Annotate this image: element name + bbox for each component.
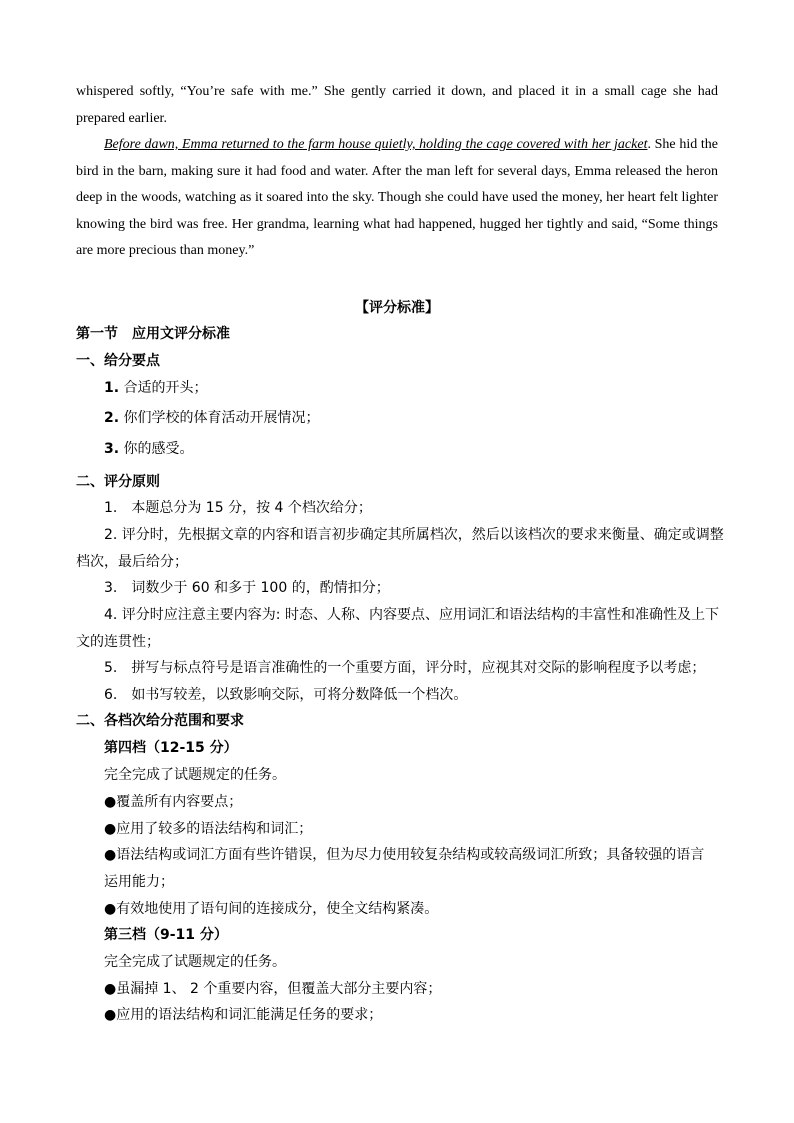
band3-line: 完全完成了试题规定的任务。 bbox=[104, 954, 286, 970]
principle-line: 档次，最后给分； bbox=[76, 554, 188, 570]
story-p2-rest: . She hid the bird in the barn, making sure it had food and water. After the man left for several days, Emma released the heron deep in the woods, watching as it soared into the sky. Though she could have used the money, her heart felt lighter knowing the bird was free. Her grandma, learning what had happened, hugged her tightly and said, “Some things are more precious than money.” bbox=[76, 137, 718, 259]
part1-heading: 一、给分要点 bbox=[76, 353, 160, 369]
point-3-text: 你的感受。 bbox=[123, 441, 194, 457]
band4-line: ●有效地使用了语句间的连接成分，使全文结构紧凑。 bbox=[104, 901, 439, 917]
point-3-num: 3. bbox=[104, 441, 120, 457]
principle-line: 2. 评分时，先根据文章的内容和语言初步确定其所属档次，然后以该档次的要求来衡量、确定或调整 bbox=[104, 527, 724, 543]
band3-heading: 第三档（9-11 分） bbox=[104, 927, 228, 943]
principle-line: 4. 评分时应注意主要内容为: 时态、人称、内容要点、应用词汇和语法结构的丰富性和准确性及上下 bbox=[104, 607, 719, 623]
principle-line: 5. 拼写与标点符号是语言准确性的一个重要方面，评分时，应视其对交际的影响程度予以考虑； bbox=[104, 660, 706, 676]
band4-line: 运用能力； bbox=[104, 874, 174, 890]
part2-heading: 二、评分原则 bbox=[76, 474, 160, 490]
story-p1-text: whispered softly, “You’re safe with me.” She gently carried it down, and placed it in a small cage she had prepared earlier. bbox=[76, 84, 718, 126]
point-1 bbox=[104, 377, 208, 397]
principle-line: 1. 本题总分为 15 分，按 4 个档次给分； bbox=[104, 500, 372, 516]
principle-line: 6. 如书写较差，以致影响交际，可将分数降低一个档次。 bbox=[104, 687, 468, 703]
criteria-title: 【评分标准】 bbox=[355, 300, 439, 316]
story-paragraph-1 bbox=[76, 79, 718, 132]
story-paragraph-2 bbox=[76, 132, 718, 265]
band3-line: ●应用的语法结构和词汇能满足任务的要求； bbox=[104, 1007, 383, 1023]
principle-line: 3. 词数少于 60 和多于 100 的，酌情扣分； bbox=[104, 580, 390, 596]
point-2 bbox=[104, 407, 320, 427]
band4-line: ●语法结构或词汇方面有些许错误，但为尽力使用较复杂结构或较高级词汇所致；具备较强的语言 bbox=[104, 847, 705, 863]
band4-line: 完全完成了试题规定的任务。 bbox=[104, 767, 286, 783]
principle-line: 文的连贯性； bbox=[76, 634, 160, 650]
point-2-num: 2. bbox=[104, 410, 120, 426]
band4-line: ●覆盖所有内容要点； bbox=[104, 794, 243, 810]
point-1-text: 合适的开头； bbox=[123, 380, 208, 396]
band3-line: ●虽漏掉 1、 2 个重要内容，但覆盖大部分主要内容； bbox=[104, 981, 442, 997]
band4-line: ●应用了较多的语法结构和词汇； bbox=[104, 821, 313, 837]
point-2-text: 你们学校的体育活动开展情况； bbox=[123, 410, 320, 426]
band4-heading: 第四档（12-15 分） bbox=[104, 740, 238, 756]
story-p2-underlined: Before dawn, Emma returned to the farm house quietly, holding the cage covered with her jacket bbox=[104, 137, 648, 152]
part3-heading: 二、各档次给分范围和要求 bbox=[76, 713, 244, 729]
section1-heading: 第一节 应用文评分标准 bbox=[76, 326, 230, 342]
point-3 bbox=[104, 438, 194, 458]
point-1-num: 1. bbox=[104, 380, 120, 396]
